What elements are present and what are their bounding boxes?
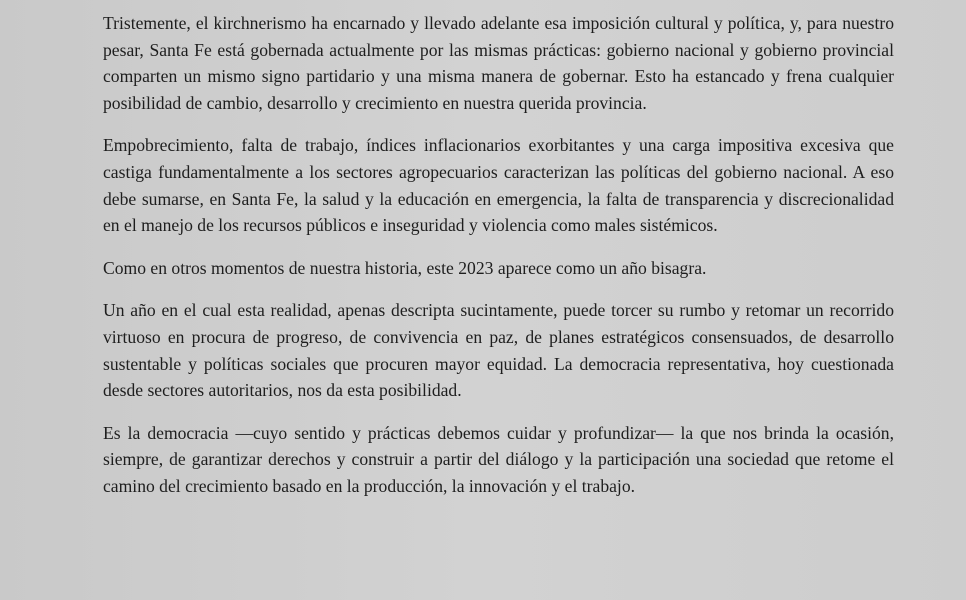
- paragraph-empobrecimiento: Empobrecimiento, falta de trabajo, índices inflacionarios exorbitantes y una carga impositiva excesiva que castiga fundamentalmente a los sectores agropecuarios caracterizan las políticas del gobierno nacional. A eso debe sumarse, en Santa Fe, la salud y la educación en emergencia, la falta de transparencia y discrecionalidad en el manejo de los recursos públicos e inseguridad y violencia como males sistémicos.: [103, 135, 894, 236]
- paragraph-un-ano: Un año en el cual esta realidad, apenas descripta sucintamente, puede torcer su rumbo y retomar un recorrido virtuoso en procura de progreso, de convivencia en paz, de planes estratégicos consensuados, de desarrollo sustentable y políticas sociales que procuren mayor equidad. La democracia representativa, hoy cuestionada desde sectores autoritarios, nos da esta posibilidad.: [103, 300, 894, 401]
- paragraph-ano-bisagra: Como en otros momentos de nuestra historia, este 2023 aparece como un año bisagra.: [103, 257, 707, 278]
- paragraph-kirchnerismo: Tristemente, el kirchnerismo ha encarnado y llevado adelante esa imposición cultural y política, y, para nuestro pesar, Santa Fe está gobernada actualmente por las mismas prácticas: gobierno nacional y gobierno provincial comparten un mismo signo partidario y una misma manera de gobernar. Esto ha estancado y frena cualquier posibilidad de cambio, desarrollo y crecimiento en nuestra querida provincia.: [103, 13, 894, 113]
- paragraph-democracia: Es la democracia —cuyo sentido y prácticas debemos cuidar y profundizar— la que nos brinda la ocasión, siempre, de garantizar derechos y construir a partir del diálogo y la participación una sociedad que retome el camino del crecimiento basado en la producción, la innovación y el trabajo.: [103, 422, 894, 496]
